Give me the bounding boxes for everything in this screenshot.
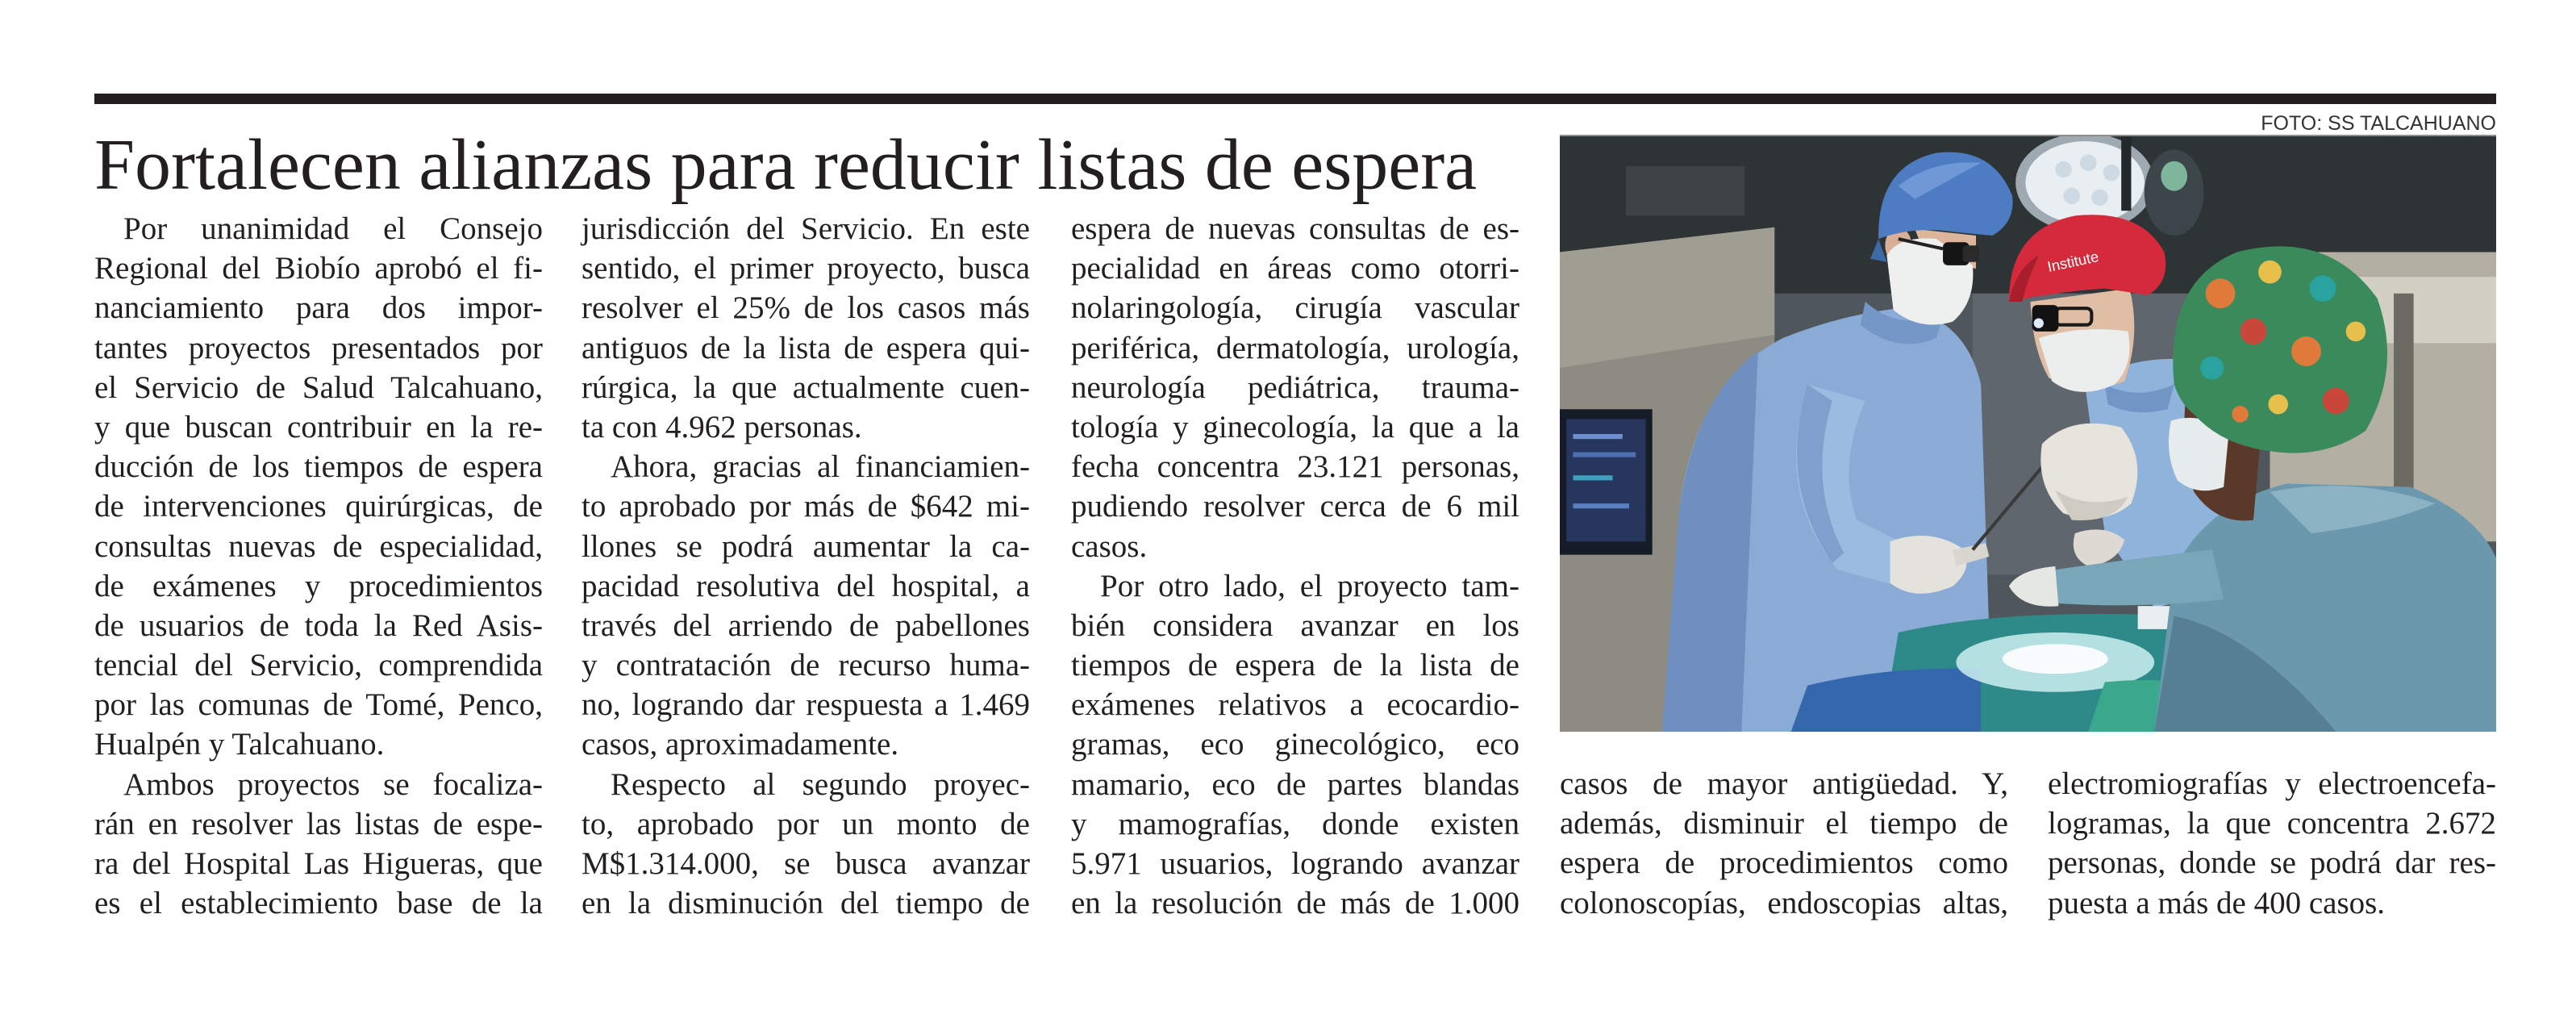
article-line: y que buscan contribuir en la re- (94, 409, 543, 445)
article-line: tiempos de espera de la lista de (1071, 648, 1519, 683)
cap-flower (2200, 357, 2224, 380)
article-line: Por unanimidad el Consejo (123, 211, 543, 246)
article-line: Por otro lado, el proyecto tam- (1100, 568, 1519, 603)
article-line: Respecto al segundo proyec- (611, 766, 1030, 802)
article-line: jurisdicción del Servicio. En este (581, 211, 1030, 246)
cap-flower (2232, 406, 2248, 423)
article-line: mamario, eco de partes blandas (1071, 766, 1519, 802)
headline: Fortalecen alianzas para reducir listas de espera (94, 125, 1478, 205)
article-line: periférica, dermatología, urología, (1071, 330, 1519, 365)
article-line: resolver el 25% de los casos más (581, 290, 1030, 326)
article-line: el Servicio de Salud Talcahuano, (94, 369, 543, 405)
article-line: rúrgica, la que actualmente cuen- (581, 369, 1030, 405)
article-line: Hualpén y Talcahuano. (94, 727, 385, 762)
article-line: consultas nuevas de especialidad, (94, 528, 543, 564)
article-line: rán en resolver las listas de espe- (94, 806, 543, 841)
article-line: de exámenes y procedimientos (94, 568, 543, 603)
article-line: gramas, eco ginecológico, eco (1071, 727, 1519, 762)
article-line: través del arriendo de pabellones (581, 607, 1030, 643)
article-line: tología y ginecología, la que a la (1071, 409, 1519, 445)
article-line: nanciamiento para dos impor- (94, 290, 543, 326)
article-column-2 (581, 209, 1030, 923)
article-line: además, disminuir el tiempo de (1560, 806, 2008, 841)
article-line: to, aprobado por un monto de (581, 806, 1030, 841)
article-line: y mamografías, donde existen (1071, 806, 1519, 841)
article-line: ra del Hospital Las Higueras, que (94, 846, 543, 881)
monitor-trace (1573, 475, 1612, 480)
lamp-led (2091, 190, 2107, 207)
article-line: Ambos proyectos se focaliza- (123, 766, 543, 802)
article-column-3 (1071, 209, 1519, 923)
article-line: en la resolución de más de 1.000 (1071, 886, 1519, 921)
lamp-led (2055, 161, 2071, 178)
monitor (1560, 409, 1653, 554)
article-line: electromiografías y electroencefa- (2048, 766, 2496, 801)
surgeon-left-loupe-lens (1963, 245, 1979, 262)
lamp-led (2080, 155, 2096, 172)
article-line: espera de procedimientos como (1560, 845, 2008, 881)
article-line: de usuarios de toda la Red Asis- (94, 607, 543, 643)
cap-flower (2206, 278, 2236, 308)
article-line: pecialidad en áreas como otorri- (1071, 251, 1519, 286)
article-line: pacidad resolutiva del hospital, a (581, 568, 1030, 603)
article-line: antiguos de la lista de espera qui- (581, 330, 1030, 365)
cap-flower (2323, 388, 2349, 415)
article-line: nolaringología, cirugía vascular (1071, 290, 1519, 326)
article-line: to aprobado por más de $642 mi- (581, 489, 1030, 524)
lamp-handle (2121, 136, 2131, 211)
article-line: es el establecimiento base de la (94, 886, 543, 921)
monitor-trace (1573, 503, 1629, 508)
article-line: logramas, la que concentra 2.672 (2048, 806, 2496, 841)
lamp-led (2064, 188, 2080, 205)
article-line: personas, donde se podrá dar res- (2048, 845, 2496, 881)
article-line: espera de nuevas consultas de es- (1071, 211, 1519, 246)
article-column-1 (94, 209, 543, 923)
cap-flower (2310, 275, 2336, 302)
article-line: casos. (1071, 528, 1148, 564)
article-line: fecha concentra 23.121 personas, (1071, 449, 1519, 485)
article-line: 5.971 usuarios, logrando avanzar (1071, 846, 1519, 881)
cap-flower (2258, 261, 2282, 284)
article-line: ducción de los tiempos de espera (94, 449, 543, 485)
surgery-photo-svg (1560, 136, 2496, 732)
article-line: no, logrando dar respuesta a 1.469 (581, 687, 1030, 723)
top-rule (94, 94, 2496, 104)
article-line: Ahora, gracias al financiamien- (611, 449, 1030, 485)
second-lamp-glow (2161, 161, 2187, 191)
article-line: en la disminución del tiempo de (581, 886, 1030, 921)
article-line: sentido, el primer proyecto, busca (581, 251, 1030, 286)
article-line: y contratación de recurso huma- (581, 648, 1030, 683)
surgeon-center-headlight (2034, 319, 2044, 328)
article-column-5 (2048, 764, 2496, 923)
article-line: bién considera avanzar en los (1071, 607, 1519, 643)
lit-field-center (2003, 644, 2108, 674)
article-line: de intervenciones quirúrgicas, de (94, 489, 543, 524)
article-line: por las comunas de Tomé, Penco, (94, 687, 543, 723)
lamp-led (2103, 165, 2120, 182)
cap-flower (2240, 319, 2267, 345)
article-line: Regional del Biobío aprobó el fi- (94, 251, 543, 286)
article-line: exámenes relativos a ecocardio- (1071, 687, 1519, 723)
monitor-trace (1573, 434, 1622, 439)
article-line: puesta a más de 400 casos. (2048, 885, 2386, 920)
article-column-4 (1560, 764, 2008, 923)
cap-lettering: Institute (2045, 248, 2100, 276)
article-line: pudiendo resolver cerca de 6 mil (1071, 489, 1519, 524)
cap-flower (2291, 336, 2321, 366)
ceiling-equipment (1626, 166, 1744, 216)
article-line: casos, aproximadamente. (581, 727, 899, 762)
article-line: neurología pediátrica, trauma- (1071, 369, 1519, 405)
article-line: M$1.314.000, se busca avanzar (581, 846, 1030, 881)
article-line: colonoscopías, endoscopias altas, (1560, 885, 2008, 920)
article-line: tencial del Servicio, comprendida (94, 648, 543, 683)
article-line: llones se podrá aumentar la ca- (581, 528, 1030, 564)
surgeon-center-loupes (2032, 305, 2059, 332)
surgery-photo (1560, 135, 2496, 732)
cap-flower (2346, 322, 2366, 342)
photo-credit: FOTO: SS TALCAHUANO (2261, 112, 2496, 135)
article-line: tantes proyectos presentados por (94, 330, 543, 365)
article-line: ta con 4.962 personas. (581, 409, 862, 445)
article-line: casos de mayor antigüedad. Y, (1560, 766, 2008, 801)
cap-flower (2268, 394, 2288, 415)
monitor-trace (1573, 453, 1636, 457)
